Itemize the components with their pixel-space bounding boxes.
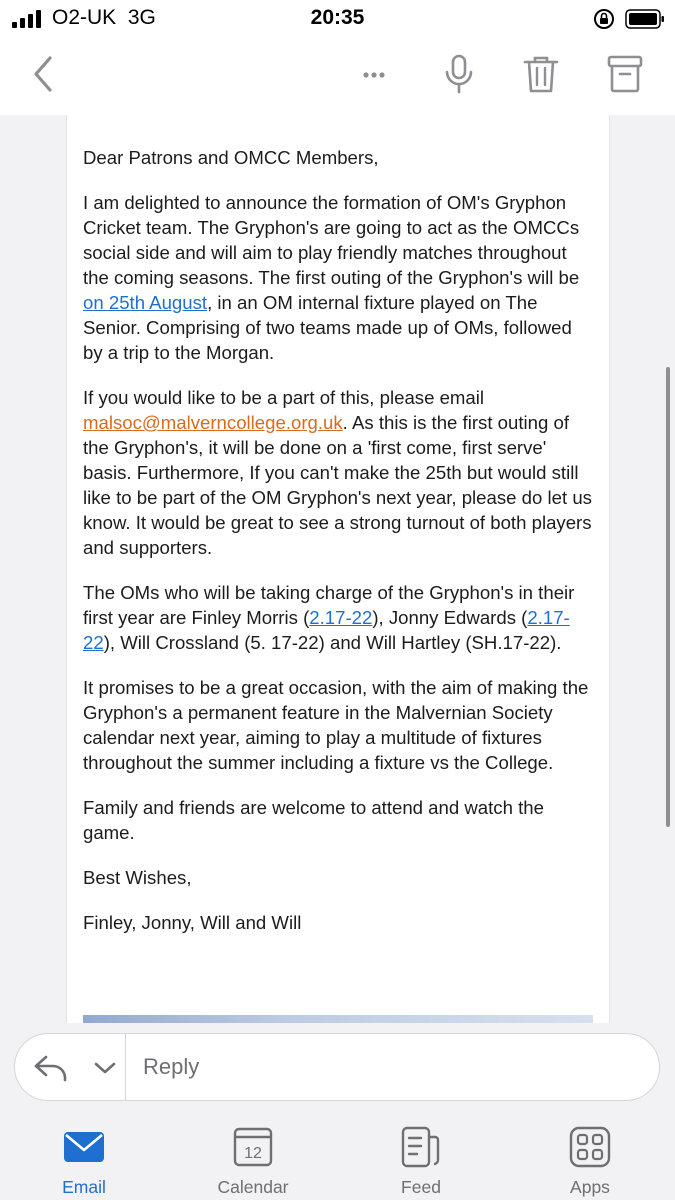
- email-banner-image: [83, 1015, 593, 1023]
- paragraph-announcement: I am delighted to announce the formation of OM's Gryphon Cricket team. The Gryphon's are going to act as the OMCCs social side and will aim to play friendly matches throughout the coming seasons. The first outing of the Gryphon's will be on 25th August, in an OM internal fixture played on The Senior. Comprising of two teams made up of OMs, followed by a trip to the Morgan.: [83, 192, 580, 363]
- greeting: Dear Patrons and OMCC Members,: [83, 147, 379, 168]
- archive-icon: [603, 52, 647, 96]
- mail-icon: [62, 1125, 106, 1169]
- tab-label: Calendar: [217, 1177, 289, 1197]
- tab-apps[interactable]: [535, 1125, 645, 1200]
- dictation-button[interactable]: [437, 52, 481, 96]
- reply-input[interactable]: [143, 1046, 643, 1088]
- tab-label: Apps: [570, 1177, 610, 1197]
- status-bar: [0, 0, 675, 40]
- reply-arrow-icon: [33, 1051, 69, 1083]
- chevron-down-icon: [93, 1060, 117, 1076]
- battery-icon: [625, 9, 665, 29]
- microphone-icon: [437, 52, 481, 96]
- carrier-label: O2-UK 3G: [52, 6, 156, 29]
- detected-link[interactable]: 2.17-22: [309, 607, 373, 628]
- paragraph-signup: If you would like to be a part of this, please email malsoc@malverncollege.org.uk. As this is the first outing of the Gryphon's, it will be done on a 'first come, first serve' basis. Furthermore, If you can't make the 25th but would still like to be part of the OM Gryphon's next year, please do let us know. It would be great to see a strong turnout of both players and supporters.: [83, 387, 592, 558]
- signature: Finley, Jonny, Will and Will: [83, 912, 302, 933]
- tab-label: Feed: [401, 1177, 441, 1197]
- archive-button[interactable]: [603, 52, 647, 96]
- reply-bar: [0, 1023, 675, 1115]
- tab-bar: [0, 1115, 675, 1200]
- scrollbar[interactable]: [666, 367, 670, 827]
- more-icon: [352, 52, 396, 96]
- detected-link[interactable]: 2.17-22: [83, 607, 570, 653]
- feed-icon: [399, 1125, 443, 1169]
- reply-options-button[interactable]: [15, 1034, 111, 1100]
- tab-calendar[interactable]: [198, 1125, 308, 1200]
- back-button[interactable]: [22, 52, 66, 96]
- clock: 20:35: [310, 6, 365, 29]
- calendar-icon: [231, 1125, 275, 1169]
- more-button[interactable]: [352, 52, 396, 96]
- rotation-lock-icon: [593, 8, 615, 30]
- email-toolbar: [0, 40, 675, 112]
- tab-email[interactable]: [29, 1125, 139, 1200]
- calendar-day-number: 12: [244, 1145, 262, 1162]
- message-body: [83, 145, 593, 955]
- paragraph-occasion: It promises to be a great occasion, with the aim of making the Gryphon's a permanent feature in the Malvernian Society calendar next year, aiming to play a multitude of fixtures throughout the summer including a fixture vs the College.: [83, 677, 589, 773]
- tab-feed[interactable]: [366, 1125, 476, 1200]
- delete-button[interactable]: [519, 52, 563, 96]
- date-link[interactable]: on 25th August: [83, 292, 208, 313]
- paragraph-family: Family and friends are welcome to attend and watch the game.: [83, 797, 544, 843]
- trash-icon: [519, 52, 563, 96]
- sign-off: Best Wishes,: [83, 867, 192, 888]
- tab-label: Email: [62, 1177, 106, 1197]
- divider: [125, 1034, 126, 1100]
- email-address-link[interactable]: malsoc@malverncollege.org.uk: [83, 412, 343, 433]
- apps-icon: [568, 1125, 612, 1169]
- paragraph-organisers: The OMs who will be taking charge of the Gryphon's in their first year are Finley Morris (2.17-22), Jonny Edwards (2.17-22), Will Crossland (5. 17-22) and Will Hartley (SH.17-22).: [83, 582, 575, 653]
- reply-box: [14, 1033, 660, 1101]
- back-icon: [22, 52, 66, 96]
